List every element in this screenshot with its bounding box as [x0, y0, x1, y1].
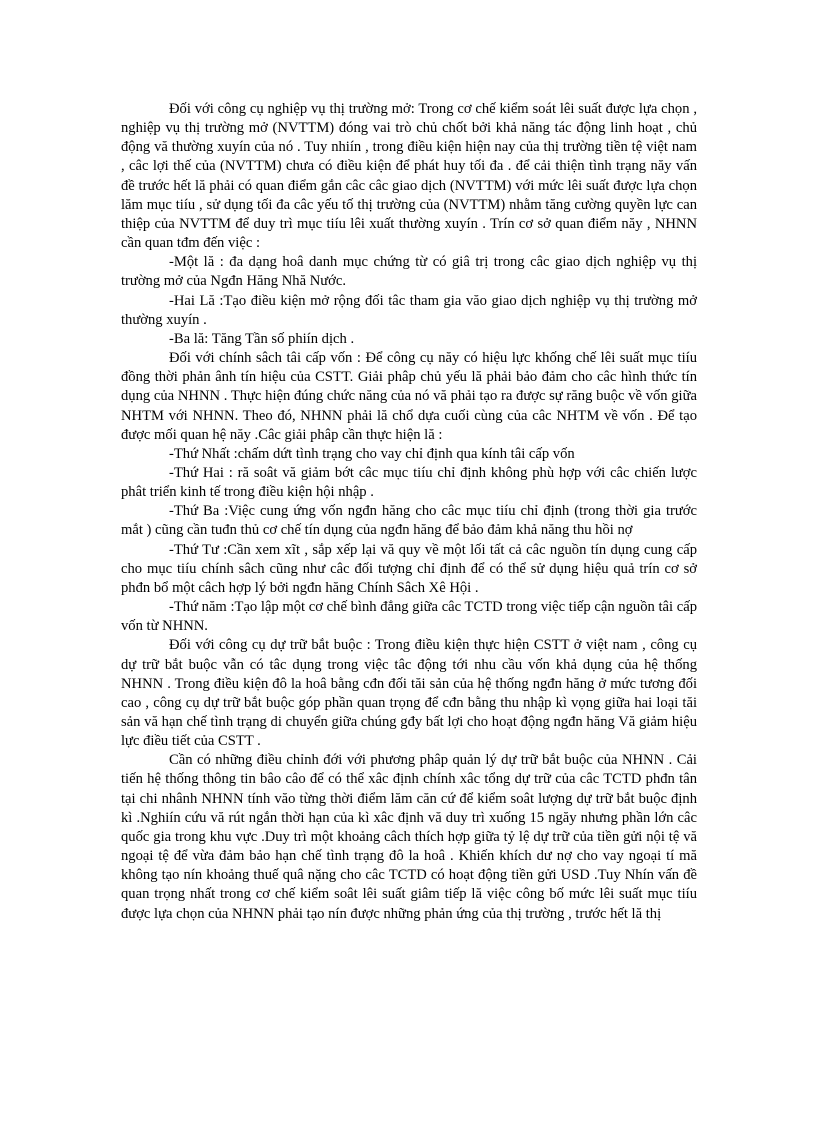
list-item-thu-hai: -Thứ Hai : ră soât vă giảm bớt câc mục tiíu chỉ định không phù hợp với câc chiến lược phât triển kinh tế trong điều kiện hội nhập .	[121, 464, 697, 501]
paragraph-adjustments: Cần có những điều chỉnh đới với phương phâp quản lý dự trữ bắt buộc của NHNN . Cải tiến hệ thống thông tin bâo câo để có thể xâc định chính xâc tổng dự trữ của câc TCTD phđn tân tại chi nhânh NHNN tính văo từng thời điểm lăm căn cứ để kiểm soât lượng dự trữ bắt buộc định kì .Nghiín cứu vă rút ngắn thời hạn của kì xâc định vă duy trì xuống 15 ngăy nhưng phần lớn câc quốc gia trong khu vực .Duy trì một khoảng câch thích hợp giữa tỷ lệ dự trữ của tiền gửi nội tệ vă ngoại tệ để vừa đảm bảo hạn chế tình trạng đô la hoâ . Khiến khích dư nợ cho vay ngoại tí mă không tạo nín khoảng thuế quâ nặng cho câc TCTD có hoạt động tiền gửi USD .Tuy Nhín vấn đề quan trọng nhất trong cơ chế kiểm soât lêi suất giâm tiếp lă việc công bố mức lêi suất mục tiíu được lựa chọn của NHNN phải tạo nín được những phản ứng của thị trường , trước hết lă thị	[121, 752, 697, 922]
list-item-thu-ba: -Thứ Ba :Việc cung ứng vốn ngđn hăng cho câc mục tiíu chỉ định (trong thời gia trước mắt ) cũng cần tuđn thủ cơ chế tín dụng của ngđn hăng để bảo đảm khả năng thu hồi nợ	[121, 503, 697, 539]
list-item-thu-nhat: -Thứ Nhất :chấm dứt tình trạng cho vay chỉ định qua kính tâi cấp vốn	[169, 445, 575, 462]
list-item-thu-nam: -Thứ năm :Tạo lập một cơ chế bình đẳng giữa câc TCTD trong việc tiếp cận nguồn tâi cấp vốn từ NHNN.	[121, 599, 697, 635]
document-body	[121, 100, 697, 924]
list-item-first: -Một lă : đa dạng hoâ danh mục chứng từ có giâ trị trong câc giao dịch nghiệp vụ thị trường mở của Ngđn Hăng Nhă Nước.	[121, 254, 697, 290]
paragraph-reserve-requirement: Đối với công cụ dự trữ bắt buộc : Trong điều kiện thực hiện CSTT ở việt nam , công cụ dự trữ bắt buộc vẫn có tâc dụng trong việc tâc động tới nhu cầu vốn khả dụng của hệ thống NHNN . Trong điều kiện đô la hoâ bằng cđn đối tăi sản của hệ thống ngđn hăng ở mức tương đối cao , công cụ dự trữ bắt buộc góp phần quan trọng để cđn bằng thu nhập kì vọng giữa hai loại tăi sản vă hạn chế tình trạng di chuyển giữa chúng gđy bất lợi cho hoạt động ngđn hăng Vă giảm hiệu lực điều tiết của CSTT .	[121, 637, 697, 750]
list-item-second: -Hai Lă :Tạo điều kiện mở rộng đối tâc tham gia văo giao dịch nghiệp vụ thị trường mở thường xuyín .	[121, 292, 697, 328]
list-item-third: -Ba lă: Tăng Tần số phiín dịch .	[169, 330, 355, 347]
paragraph-open-market: Đối với công cụ nghiệp vụ thị trường mở: Trong cơ chế kiểm soát lêi suất được lựa chọn , nghiệp vụ thị trường mở (NVTTM) đóng vai trò chủ chốt bởi khả năng tác động linh hoạt , chủ động vă thường xuyín của nó . Tuy nhiín , trong điều kiện hiện nay của thị trường tiền tệ việt nam , câc lợi thế của (NVTTM) chưa có điều kiện để phát huy tối đa . để cải thiện tình trạng năy vấn đề trước hết lă phải có quan điểm gắn câc câc giao dịch (NVTTM) với mức lêi suất được lựa chọn lăm mục tiíu , sử dụng tối đa câc yếu tố thị trường của (NVTTM) nhằm tăng cường quyền lực can thiệp của NVTTM để duy trì mục tiíu lêi xuất thường xuyín . Trín cơ sở quan điểm năy , NHNN cần quan tđm đến việc :	[121, 101, 697, 252]
list-item-thu-tu: -Thứ Tư :Cần xem xĩt , sắp xếp lại vă quy về một lối tất cả câc nguồn tín dụng cung cấp cho mục tiíu chính sâch cũng như câc đối tượng chỉ định để có thể sử dụng hiệu quả trín cơ sở phđn bổ một câch hợp lý bởi ngđn hăng Chính Sâch Xê Hội .	[121, 541, 697, 596]
paragraph-refinancing: Đối với chính sâch tâi cấp vốn : Để công cụ năy có hiệu lực khống chế lêi suất mục tiíu đồng thời phản ânh tín hiệu của CSTT. Giải phâp chủ yếu lă phải bảo đảm cho câc hình thức tín dụng của NHNN . Thực hiện đúng chức năng của nó vă phải tạo ra được sự răng buộc về vốn giữa NHTM với NHNN. Theo đó, NHNN phải lă chổ dựa cuối cùng của câc NHTM về vốn . Để tạo được mối quan hệ năy .Câc giải phâp cần thực hiện lă :	[121, 350, 697, 443]
